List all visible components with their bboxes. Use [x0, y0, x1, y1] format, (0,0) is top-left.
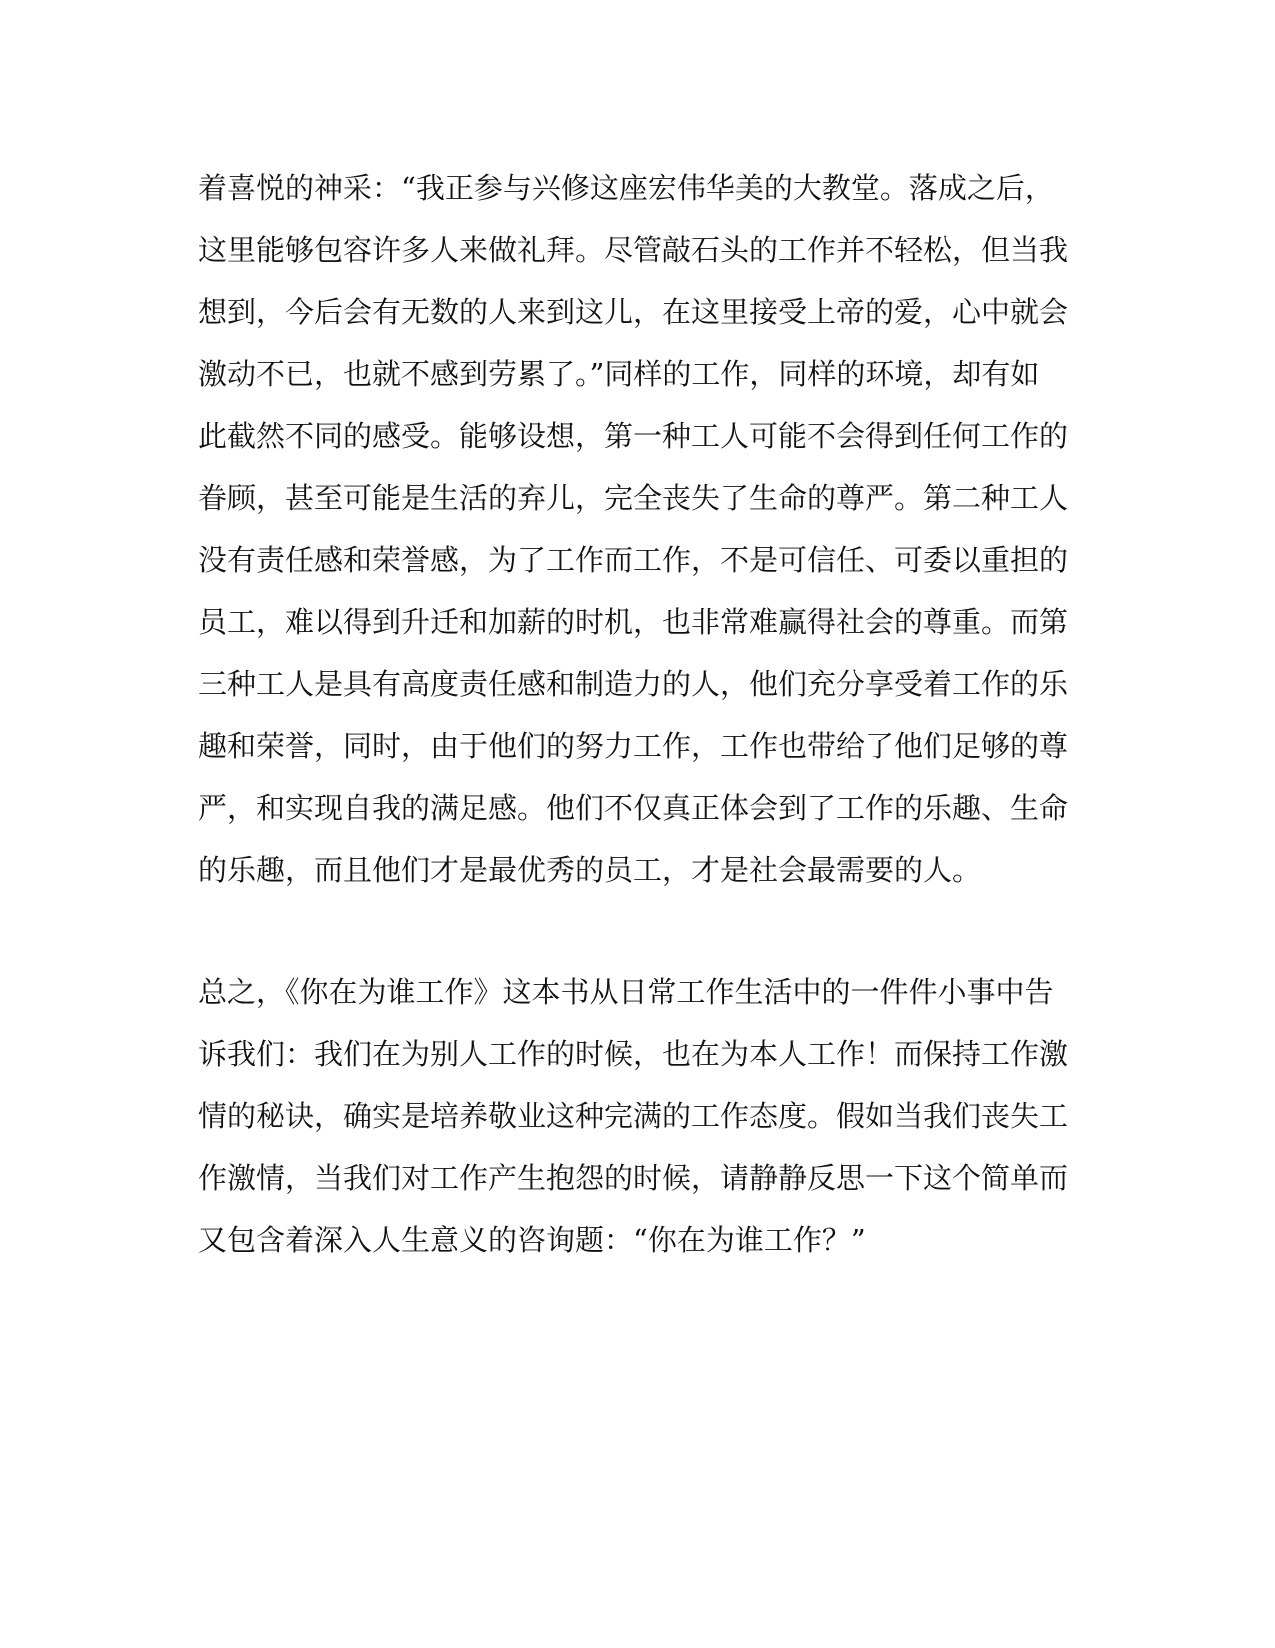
- paragraph-1-line: 趣和荣誉，同时，由于他们的努力工作，工作也带给了他们足够的尊: [198, 729, 1069, 763]
- paragraph-1-line: 激动不已，也就不感到劳累了。”同样的工作，同样的环境，却有如: [198, 357, 1040, 391]
- paragraph-1-line: 眷顾，甚至可能是生活的弃儿，完全丧失了生命的尊严。第二种工人: [198, 481, 1069, 515]
- paragraph-2-line: 总之，《你在为谁工作》这本书从日常工作生活中的一件件小事中告: [198, 975, 1054, 1009]
- paragraph-1-line: 着喜悦的神采：“我正参与兴修这座宏伟华美的大教堂。落成之后，: [198, 171, 1054, 205]
- paragraph-1-line: 员工，难以得到升迁和加薪的时机，也非常难赢得社会的尊重。而第: [198, 605, 1069, 639]
- paragraph-2-line: 又包含着深入人生意义的咨询题：“你在为谁工作？”: [198, 1223, 866, 1257]
- paragraph-2-line: 作激情，当我们对工作产生抱怨的时候，请静静反思一下这个简单而: [198, 1161, 1069, 1195]
- paragraph-1-line: 三种工人是具有高度责任感和制造力的人，他们充分享受着工作的乐: [198, 667, 1069, 701]
- paragraph-1-line: 的乐趣，而且他们才是最优秀的员工，才是社会最需要的人。: [198, 853, 982, 887]
- paragraph-1-line: 此截然不同的感受。能够设想，第一种工人可能不会得到任何工作的: [198, 419, 1069, 453]
- paragraph-2-line: 诉我们：我们在为别人工作的时候，也在为本人工作！而保持工作激: [198, 1037, 1069, 1071]
- paragraph-2-line: 情的秘诀，确实是培养敬业这种完满的工作态度。假如当我们丧失工: [198, 1099, 1069, 1133]
- paragraph-1-line: 想到，今后会有无数的人来到这儿，在这里接受上帝的爱，心中就会: [198, 295, 1069, 329]
- paragraph-1-line: 没有责任感和荣誉感，为了工作而工作，不是可信任、可委以重担的: [198, 543, 1069, 577]
- paragraph-1-line: 严，和实现自我的满足感。他们不仅真正体会到了工作的乐趣、生命: [198, 791, 1069, 825]
- paragraph-1-line: 这里能够包容许多人来做礼拜。尽管敲石头的工作并不轻松，但当我: [198, 233, 1069, 267]
